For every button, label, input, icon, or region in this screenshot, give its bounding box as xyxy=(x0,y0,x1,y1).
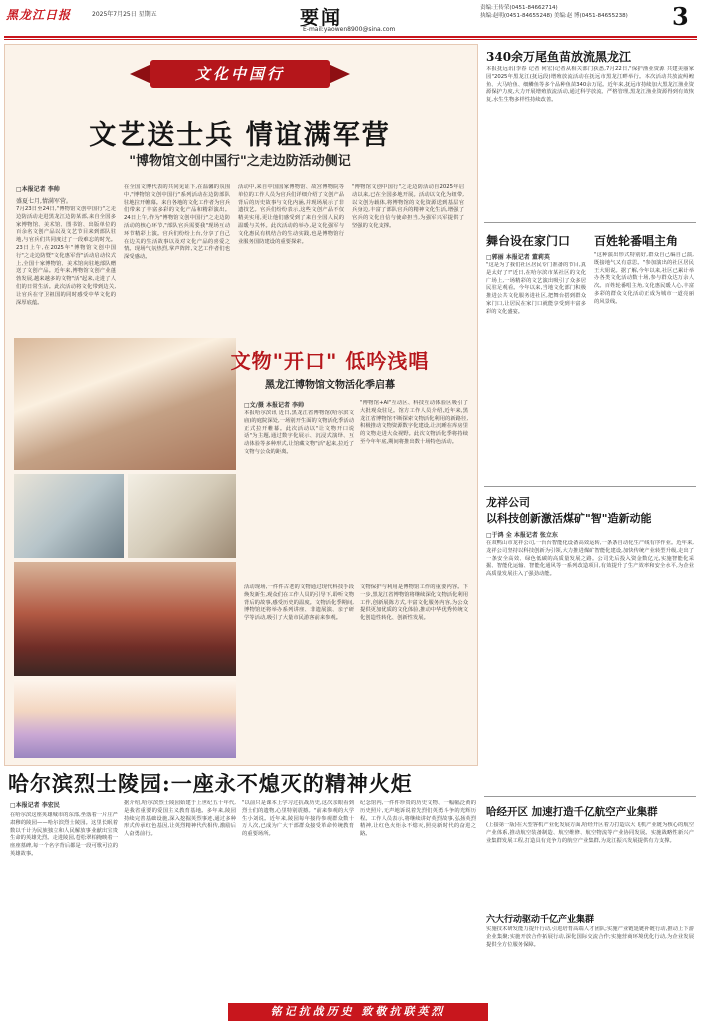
story6-headline: 六大行动驱动千亿产业集群 xyxy=(486,915,595,925)
story4-byline: □于鸿 全 本报记者 张立东 xyxy=(486,532,558,539)
martyrs-col-4: 纪念馆内,一件件珍贵的历史文物、一幅幅泛黄的历史照片,无声地诉说着先烈们英勇斗争的光辉历程。工作人员表示,将继续讲好英烈故事,弘扬英烈精神,让红色火炬永不熄灭,照亮新时代的奋进之路。 xyxy=(360,800,476,838)
photo-exhibition-visitors xyxy=(14,474,124,558)
martyrs-col-1: 在哈尔滨这座英雄城市的东部,坐落着一片庄严肃穆的陵园——哈尔滨烈士陵园。这里长眠着数以千计为民族独立和人民解放事业献出宝贵生命的英雄先烈。走进陵园,苍松翠柏掩映着一座座墓碑,每一个名字背后都是一段可歌可泣的英雄故事。 xyxy=(10,812,118,857)
editor-credits xyxy=(480,4,670,20)
bottom-banner: 铭记抗战历史 致敬抗联英烈 xyxy=(228,1003,488,1021)
culture-subhead: "博物馆文创中国行"之走边防活动侧记 xyxy=(129,154,351,169)
story1-body: 本报抚远讯(李春 记者 何宏)记者从相关部门获悉,7月22日,"保护渔业资源 共建美丽家园"2025年黑龙江(抚远段)增殖放流活动在抚远市黑龙江畔举行。本次活动共放流鲟鳇鱼、大马哈鱼、细鳞鱼等多个品种鱼苗340余万尾。近年来,抚远市持续加大黑龙江渔业资源保护力度,大力开展增殖放流活动,通过科学放流、严格管理,黑龙江渔业资源得到有效恢复,水生生物多样性持续改善。 xyxy=(486,66,694,104)
story6-body: 实施技术研发能力提升行动,引进培育高端人才团队;实施产业链延链补链行动,推动上下游企业集聚;实施开放合作拓展行动,深化国际交流合作;实施营商环境优化行动,为企业发展提供全方位服务保障。 xyxy=(486,926,694,948)
wenwu-headline: 文物"开口" 低吟浅唱 xyxy=(230,349,430,373)
masthead-rule-thin xyxy=(4,39,697,40)
martyrs-col-2: 据介绍,哈尔滨烈士陵园始建于上世纪五十年代,是我省重要的爱国主义教育基地。多年来,陵园持续完善基础设施,深入挖掘英烈事迹,通过多种形式传承红色基因,让英烈精神代代相传,激励后人奋勇前行。 xyxy=(124,800,236,838)
wenwu-subhead: 黑龙江博物馆文物活化季启幕 xyxy=(265,380,395,391)
culture-col-4: "博物馆文创中国行"之走边防活动自2025年启动以来,已在全国多地开展。活动以文化为纽带,以文创为载体,将博物馆的文化资源送到基层官兵身边,丰富了部队官兵的精神文化生活,增强了官兵的文化自信与使命担当,为强军兴军提供了坚强的文化支撑。 xyxy=(352,184,464,229)
story2-byline: □郭丽 本报记者 董莉英 xyxy=(486,254,550,261)
culture-col-3: 活动中,来自中国国家博物馆、故宫博物院等单位的工作人员为官兵们详细介绍了文创产品背后的历史故事与文化内涵,并现场展示了非遗技艺。官兵们纷纷表示,这些文创产品不仅精美实用,更让他们感受到了来自全国人民的温暖与关怀。此次活动的举办,是文化强军与文化惠民有机结合的生动实践,也是博物馆行业服务国防建设的重要探索。 xyxy=(238,184,344,245)
section-email: E-mail:yaowen8900@sina.com xyxy=(303,26,396,33)
martyrs-col-3: "以前只是课本上学习过抗战历史,这次亲眼看到烈士们的遗物,心里特别震撼。"前来参观的大学生小刘说。近年来,陵园每年接待参观群众数十万人次,已成为广大干部群众接受革命传统教育的重要场所。 xyxy=(242,800,354,838)
culture-byline: □本报记者 李帅 xyxy=(16,186,60,193)
masthead-rule xyxy=(4,36,697,38)
culture-col-1: 7月23日至24日,"博物馆文创中国行"之走边防活动走进黑龙江边防某部,来自全国多家博物馆、美术馆、图书馆、出版单位的百余名文创产品以及文艺节目来到部队驻地,与官兵们共同度过了一段难忘的时光。23日上午,在2025年"博物馆文创中国行"之走边防暨"文化惠军营"活动启动仪式上,全国十家博物馆、美术馆向驻地部队赠送了文创产品。近年来,博物馆文创产业蓬勃发展,越来越多的文物"活"起来,走进了人们的日常生活。此次活动将文化带到边关,让官兵在守卫祖国的同时感受中华文化的深厚底蕴。 xyxy=(16,206,116,306)
ribbon-title: 文化中国行 xyxy=(194,65,285,83)
issue-date: 2025年7月25日 星期五 xyxy=(92,11,157,18)
editor-line-2: 执编:赵明(0451-84655248) 美编:赵 博(0451-84655238) xyxy=(480,13,628,19)
story5-headline: 哈经开区 加速打造千亿航空产业集群 xyxy=(486,806,658,818)
story1-rule xyxy=(484,222,696,223)
wenwu-byline: □文/摄 本报记者 李帅 xyxy=(244,402,305,409)
photo-dancer xyxy=(14,680,236,758)
story3-headline: 百姓轮番唱主角 xyxy=(594,234,679,248)
martyrs-byline: □本报记者 李宏民 xyxy=(10,802,60,809)
story4-rule xyxy=(484,796,696,797)
story3-body: "这种演出形式特别好,群众自己编自己演,既接地气又有意思。"参加演出的社区居民王大姐说。据了解,今年以来,社区已累计举办各类文化活动数十场,参与群众达万余人次。百姓轮番唱主角,文化惠民暖人心,丰富多彩的群众文化活动正成为城市一道亮丽的风景线。 xyxy=(594,252,694,305)
culture-lead: 盛夏七月,情满军营。 xyxy=(16,198,72,205)
story2-headline: 舞台设在家门口 xyxy=(486,234,571,248)
story3-rule xyxy=(484,486,696,487)
page-number: 3 xyxy=(672,2,689,31)
martyrs-headline: 哈尔滨烈士陵园:一座永不熄灭的精神火炬 xyxy=(8,771,413,796)
story4-headline-line1: 龙祥公司 xyxy=(486,496,530,509)
wenwu-col-4: 文物保护与利用是博物馆工作的重要内容。下一步,黑龙江省博物馆将继续深化文物活化利用工作,创新展陈方式,丰富文化服务内容,为公众提供更加优质的文化体验,推动中华优秀传统文化创造性转化、创新性发展。 xyxy=(360,584,468,622)
wenwu-col-2: 活动现场,一件件古老的文物通过现代科技手段焕发新生,观众们在工作人员的引导下,聆听文物背后的故事,感受历史的温度。文物活化季期间,博物馆还将举办系列讲座、非遗展演、亲子研学等活动,吸引了大量市民游客前来参观。 xyxy=(244,584,354,622)
story1-headline: 340余万尾鱼苗放流黑龙江 xyxy=(486,50,632,64)
wenwu-col-1: 本报哈尔滨讯 近日,黑龙江省博物馆(哈尔滨文庙)的庭院深处,一场别开生面的文物活化季活动正式拉开帷幕。此次活动以"让文物开口说话"为主题,通过数字化展示、沉浸式演绎、互动体验等多种形式,让馆藏文物"活"起来,拉近了文物与公众的距离。 xyxy=(244,410,354,455)
photo-collage xyxy=(14,338,236,758)
ribbon-tail-right xyxy=(328,64,350,84)
story4-body: 在双鸭山市龙祥公司,一台台智能化设备高效运转,一条条自动化生产线有序作业。近年来,龙祥公司坚持以科技创新为引领,大力推进煤矿智能化建设,加快传统产业转型升级,走出了一条安全高效、绿色低碳的高质量发展之路。公司先后投入资金数亿元,实施智能化采掘、智能化运输、智能化通风等一系列改造项目,有效提升了生产效率和安全水平,为企业高质量发展注入了强劲动能。 xyxy=(486,540,694,578)
paper-name: 黑龙江日报 xyxy=(6,8,72,22)
photo-workshop xyxy=(128,474,236,558)
story4-headline-line2: 以科技创新激活煤矿"智"造新动能 xyxy=(486,512,652,525)
wenwu-col-3: "博物馆+AI"互动区、科技互动体验区吸引了大批观众驻足。馆方工作人员介绍,近年来,黑龙江省博物馆不断探索文物活化利用的新路径,积极推动文物资源数字化建设,让沉睡在库房里的文物走进大众视野。此次文物活化季将持续至今年年底,期间将推出数十场特色活动。 xyxy=(360,400,468,445)
story2-body: "这是为了我们社区居民专门准备的节目,真是太好了!"近日,在哈尔滨市某社区的文化广场上,一场精彩的文艺演出吸引了众多居民驻足观看。今年以来,当地文化部门积极推进公共文化服务进社区,把舞台搭到群众家门口,让居民在家门口就能享受到丰富多彩的文化盛宴。 xyxy=(486,262,586,315)
ribbon-tail-left xyxy=(130,64,152,84)
photo-red-hall xyxy=(14,562,236,676)
culture-ribbon xyxy=(130,54,350,94)
culture-col-2: 在全国文博代表的共同见证下,在温馨的氛围中,"博物馆文创中国行"系列活动在边防部队驻地拉开帷幕。来自各地的文化工作者为官兵们带来了丰富多彩的文化产品和精彩演出。24日上午,作为"博物馆文创中国行"之走边防活动的核心环节,"部队官兵需要我"现场互动环节精彩上演。官兵们纷纷上台,分享了自己在边关的生活故事以及对文化产品的喜爱之情。现场气氛热烈,掌声阵阵,文艺工作者们也深受感动。 xyxy=(124,184,230,261)
story5-body: (上接第一版)在大型客机产业化发展方面,哈经开区着力打造以大飞机产业链为核心的航空产业体系,推动航空装备制造、航空维修、航空物流等产业协同发展。实施战略性新兴产业集群发展工程,打造具有竞争力的航空产业集群,为龙江振兴发展提供有力支撑。 xyxy=(486,822,694,844)
culture-headline: 文艺送士兵 情谊满军营 xyxy=(89,120,391,151)
editor-line-1: 责编:王传荣(0451-84662714) xyxy=(480,5,558,11)
section-title: 要闻 xyxy=(300,7,343,29)
